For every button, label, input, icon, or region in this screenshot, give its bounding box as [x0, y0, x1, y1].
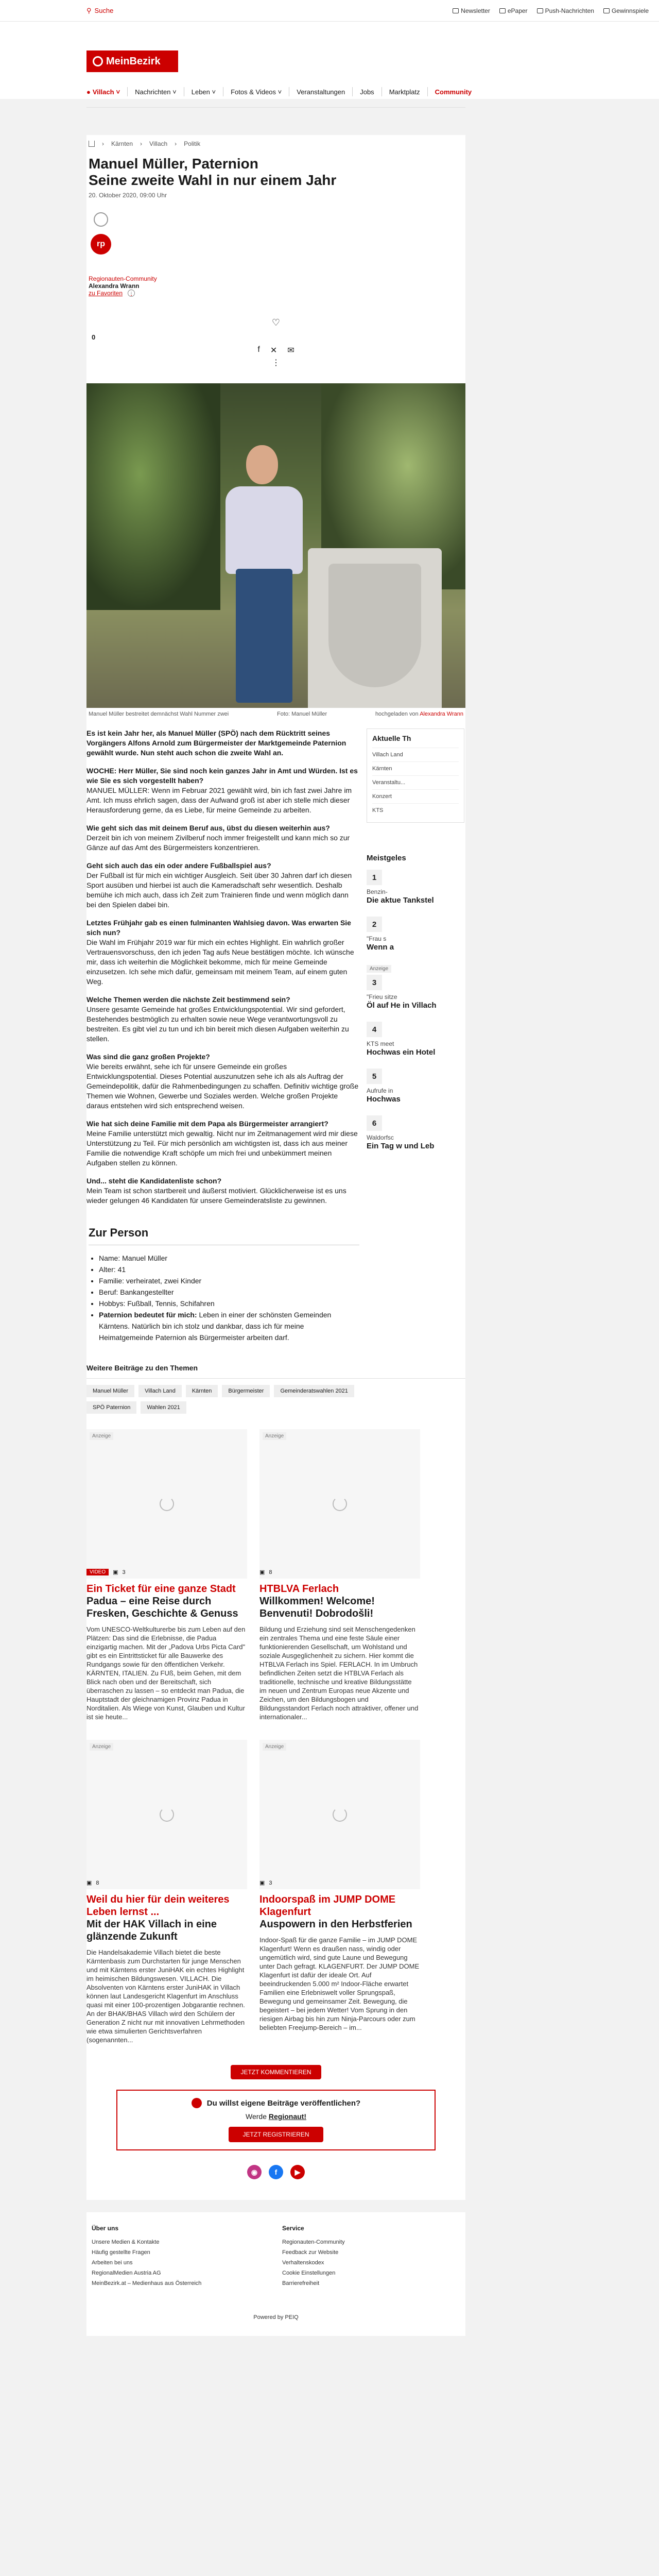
- nav-marktplatz[interactable]: Marktplatz: [389, 88, 420, 96]
- push-link[interactable]: Push-Nachrichten: [537, 7, 594, 14]
- related-themes: [86, 1364, 465, 2044]
- footer: [86, 2212, 465, 2336]
- gewinnspiele-link[interactable]: Gewinnspiele: [603, 7, 649, 14]
- topic-link[interactable]: KTS: [372, 803, 459, 817]
- person-item: • Name: Manuel Müller: [99, 1252, 359, 1264]
- card-teaser: Vom UNESCO-Weltkulturerbe bis zum Leben auf den Plätzen: Das sind die Erlebnisse, die Padua einzigartig machen. Mit der „Padova Urbs Picta Card" gibt es ein Eintrittsticket für alle Bauwerke des Rundgangs sowie für den öffentlichen Verkehr. KÄRNTEN, ITALIEN. Zu FUß, beim Gehen, mit dem Blick nach oben und der Bereitschaft, sich überraschen zu lassen – so entdeckt man Padua, die Hauptstadt der gleichnamigen Provinz Padua in Norditalien. Als Wiege von Kunst, Glauben und Kultur ist sie heute...: [86, 1625, 246, 1721]
- x-share-icon[interactable]: ✕: [270, 346, 278, 355]
- nav-divider: [427, 87, 428, 96]
- breadcrumb-sep: ›: [140, 140, 143, 147]
- most-read-item[interactable]: 5 Aufrufe in Hochwas: [367, 1069, 464, 1104]
- most-read-box: [367, 854, 464, 1151]
- register-cta: [116, 2090, 436, 2150]
- title-line-1: Manuel Müller, Paternion: [89, 156, 258, 172]
- card-title: Padua – eine Reise durch Fresken, Geschichte & Genuss: [86, 1596, 238, 1619]
- topic-link[interactable]: Villach Land: [372, 748, 459, 761]
- ad-label: Anzeige: [367, 965, 391, 973]
- most-read-item[interactable]: 6 Waldorfsc Ein Tag w und Leb: [367, 1115, 464, 1151]
- home-icon[interactable]: [89, 141, 95, 147]
- sponsored-card[interactable]: [86, 1740, 247, 2044]
- author-block: [86, 212, 465, 297]
- footer-link[interactable]: MeinBezirk.at – Medienhaus aus Österreich: [92, 2280, 202, 2286]
- sponsored-card[interactable]: [86, 1429, 247, 1721]
- like-button[interactable]: [86, 297, 465, 333]
- footer-link[interactable]: Unsere Medien & Kontakte: [92, 2239, 160, 2245]
- profile-ring-icon: [94, 212, 108, 227]
- breadcrumb-sep: ›: [102, 140, 104, 147]
- person-item: • Alter: 41: [99, 1264, 359, 1275]
- card-image: [86, 1429, 247, 1579]
- sponsored-card[interactable]: [259, 1429, 420, 1721]
- breadcrumb: [86, 140, 465, 156]
- card-kicker: Ein Ticket für eine ganze Stadt: [86, 1583, 236, 1595]
- nav-jobs[interactable]: Jobs: [360, 88, 374, 96]
- ad-label: Anzeige: [263, 1743, 286, 1751]
- tag-chip[interactable]: Wahlen 2021: [141, 1401, 186, 1414]
- card-meta: ▣ 3: [259, 1879, 272, 1886]
- photo-credit: Foto: Manuel Müller: [276, 711, 327, 717]
- qa-block: Letztes Frühjahr gab es einen fulminanten Wahlsieg davon. Was erwarten Sie sich nun? Die Wahl im Frühjahr 2019 war für mich ein echtes Highlight. Ein wahrlich großer Vertrauensvorschuss, den ich jeden Tag aufs Neue bestätigen möchte. Ich wünsche mir, dass ich weiterhin die Möglichkeit bekomme, mich für meine Gemeinde einzusetzen. Ich sehe mich dafür, gemeinsam mit meinem Team, auf einem guten Weg.: [86, 919, 354, 986]
- article-body-columns: [86, 728, 465, 1343]
- sidebar: [367, 728, 464, 1343]
- instagram-icon[interactable]: ◉: [247, 2165, 262, 2179]
- person-item: • Familie: verheiratet, zwei Kinder: [99, 1275, 359, 1286]
- article-text: [86, 728, 359, 1343]
- photo-foliage-left: [86, 383, 220, 610]
- top-bar: [0, 0, 659, 22]
- nav-underline: [86, 107, 465, 108]
- share-row: [86, 341, 465, 355]
- footer-link[interactable]: Verhaltenskodex: [282, 2260, 324, 2266]
- loading-spinner-icon: [160, 1497, 174, 1511]
- card-teaser: Indoor-Spaß für die ganze Familie – im JUMP DOME Klagenfurt! Wenn es draußen nass, windig oder ungemütlich wird, sind gute Laune und Bewegung unter Dach gefragt. KLAGENFURT. Der JUMP DOME Klagenfurt ist dafür der ideale Ort. Auf beeindruckenden 5.000 m² Indoor-Fläche erwartet Familien eine Erlebniswelt voller Sprungspaß, Bewegung und gemeinsamer Zeit. Bewegung, die begeistert – bei jedem Wetter! Vom Sprung in den riesigen Airbag bis hin zum Ninja-Parcours oder zum beliebten Freejump-Bereich – im...: [259, 1936, 420, 2031]
- qa-block: Was sind die ganz großen Projekte? Wie bereits erwähnt, sehe ich für unsere Gemeinde ein großes Entwicklungspotential. Dieses Potential auszunutzen sehe ich als als Auftrag der Gemeindepolitik, dafür die Rahmenbedingungen zu schaffen. Definitiv wichtige große Themen wie Wohnen, Gewerbe und Soziales werden. Welche großen Projekte daraus entstehen wird sich entsprechend weisen.: [86, 1053, 359, 1110]
- info-icon[interactable]: i: [128, 290, 135, 297]
- camera-icon: ▣: [113, 1569, 118, 1575]
- most-read-title: Meistgeles: [367, 854, 406, 862]
- gift-icon: [603, 8, 610, 13]
- facebook-share-icon[interactable]: f: [257, 345, 260, 354]
- card-title: Auspowern in den Herbstferien: [259, 1919, 412, 1930]
- breadcrumb-sep: ›: [175, 140, 177, 147]
- site-logo[interactable]: MeinBezirk: [86, 50, 178, 72]
- photo-uploader-row: hochgeladen von Alexandra Wrann: [375, 711, 463, 717]
- footer-link[interactable]: Cookie Einstellungen: [282, 2270, 336, 2276]
- most-read-item[interactable]: 4 KTS meet Hochwas ein Hotel: [367, 1022, 464, 1057]
- qa-block: Geht sich auch das ein oder andere Fußballspiel aus? Der Fußball ist für mich ein wichtiger Ausgleich. Seit über 30 Jahren darf ich diesen Sport ausüben und hierbei ist auch die Kameradschaft sehr wesentlich. Deshalb bemühe ich mich auch, dass ich Zeit zum Trainieren finde und wenn möglich dann bei den Spielen dabei bin.: [86, 861, 352, 909]
- footer-columns: [92, 2225, 460, 2289]
- regionaut-link[interactable]: Regionaut!: [268, 2112, 306, 2121]
- title-line-2: Seine zweite Wahl in nur einem Jahr: [89, 172, 337, 188]
- breadcrumb-politik[interactable]: Politik: [184, 140, 201, 147]
- person-heading: Zur Person: [89, 1226, 359, 1245]
- cta-heading-row: [125, 2098, 427, 2108]
- card-teaser: Die Handelsakademie Villach bietet die beste Kärntenbasis zum Durchstarten für junge Menschen und mit Kärntens erster JuniHAK ein echtes Highlight im heimischen Bildungswesen. VILLACH. Die Absolventen von Kärntens erster JuniHAK in Villach können laut Landesgericht Klagenfurt im Anschluss quasi mit einer 100-prozentigen Jobgarantie rechnen. An der BHAK/BHAS Villach wird den Schülern der Generation Z nicht nur mit innovativen Lehrmethoden wie etwa simulierten Gerichtsverfahren (sogenannten...: [86, 1948, 245, 2044]
- qa-block: Und... steht die Kandidatenliste schon? Mein Team ist schon startbereit und äußerst motiviert. Glücklicherweise ist es uns wieder gelungen 46 Kandidaten für unsere Gemeinderatsliste zu gewinnen.: [86, 1177, 346, 1205]
- most-read-item[interactable]: 2 "Frau s Wenn a: [367, 917, 464, 952]
- nav-divider: [352, 87, 353, 96]
- sponsored-card[interactable]: [259, 1740, 420, 2044]
- card-image: [259, 1740, 420, 1889]
- topic-link[interactable]: Kärnten: [372, 761, 459, 775]
- footer-link[interactable]: Arbeiten bei uns: [92, 2260, 133, 2266]
- card-meta: ▣ 8: [259, 1569, 272, 1575]
- footer-link[interactable]: Feedback zur Website: [282, 2249, 339, 2256]
- footer-link[interactable]: Regionauten-Community: [282, 2239, 345, 2245]
- tag-chip[interactable]: SPÖ Paternion: [86, 1401, 136, 1414]
- camera-icon: ▣: [86, 1880, 92, 1886]
- nav-divider: [381, 87, 382, 96]
- card-title: Willkommen! Welcome! Benvenuti! Dobrodošli!: [259, 1596, 375, 1619]
- current-topics-box: [367, 728, 464, 823]
- loading-spinner-icon: [333, 1497, 347, 1511]
- nav-leben[interactable]: Leben ˅: [191, 88, 216, 96]
- person-box: [86, 1226, 359, 1343]
- card-title: Mit der HAK Villach in eine glänzende Zukunft: [86, 1919, 217, 1942]
- tag-list: [86, 1385, 354, 1414]
- person-list: [89, 1252, 359, 1343]
- footer-link[interactable]: RegionalMedien Austria AG: [92, 2270, 161, 2276]
- qa-block: WOCHE: Herr Müller, Sie sind noch kein ganzes Jahr in Amt und Würden. Ist es wie Sie es sich vorgestellt haben? MANUEL MÜLLER: Wenn im Februar 2021 gewählt wird, bin ich fast zwei Jahre im Amt. Ich muss ehrlich sagen, dass der Aufwand groß ist aber ich stelle mich dieser Herausforderung gerne, da es Liebe, für meine Gemeinde zu arbeiten.: [86, 767, 358, 814]
- epaper-link[interactable]: ePaper: [499, 7, 528, 14]
- breadcrumb-kaernten[interactable]: Kärnten: [111, 140, 133, 147]
- heart-icon: ♡: [271, 317, 281, 328]
- bell-icon: [537, 8, 543, 13]
- nav-nachrichten[interactable]: Nachrichten ˅: [135, 88, 177, 96]
- most-read-item[interactable]: 3 "Frieu sitze Öl auf He in Villach: [367, 975, 464, 1010]
- photo-uploader[interactable]: Alexandra Wrann: [420, 711, 463, 717]
- author-name[interactable]: Alexandra Wrann: [89, 282, 140, 290]
- topic-link[interactable]: Konzert: [372, 789, 459, 803]
- footer-heading: Service: [282, 2225, 304, 2232]
- card-image: [259, 1429, 420, 1579]
- person-item: • Paternion bedeutet für mich: Leben in einer der schönsten Gemeinden Kärntens. Natürlich bin ich stolz und dankbar, dass ich für meine Heimatgemeinde Paternion als Bürgermeister arbeiten darf.: [99, 1309, 359, 1343]
- footer-heading: Über uns: [92, 2225, 119, 2232]
- like-count: 0: [92, 333, 96, 341]
- qa-block: Wie geht sich das mit deinem Beruf aus, übst du diesen weiterhin aus? Derzeit bin ich von meinem Zivilberuf noch immer freigestellt und kann mich so zur Gänze auf das Amt des Bürgermeisters konzentrieren.: [86, 824, 350, 852]
- card-kicker: HTBLVA Ferlach: [259, 1583, 339, 1595]
- community-label: Regionauten-Community: [89, 275, 157, 282]
- location-selector[interactable]: ● Villach ˅: [86, 88, 120, 96]
- main-nav: [86, 81, 472, 102]
- favorite-link[interactable]: zu Favoriten: [89, 290, 123, 297]
- tag-chip[interactable]: Villach Land: [138, 1385, 182, 1397]
- mail-icon: [453, 8, 459, 13]
- search-icon: ⚲: [86, 6, 92, 14]
- author-avatar[interactable]: rp: [91, 234, 111, 255]
- qa-block: Welche Themen werden die nächste Zeit bestimmend sein? Unsere gesamte Gemeinde hat großes Entwicklungspotential. Wir sind gefordert, Bestehendes bestmöglich zu erhalten sowie neue Wege verantwortungsvoll zu bestreiten. Es gibt viel zu tun und ich bin bereit mich diesen Aufgaben weiterhin zu stellen.: [86, 995, 349, 1043]
- footer-service: [282, 2225, 411, 2289]
- article: [86, 135, 465, 2200]
- publish-date: 20. Oktober 2020, 09:00 Uhr: [89, 192, 167, 199]
- article-photo[interactable]: [86, 383, 465, 708]
- newsletter-link[interactable]: Newsletter: [453, 7, 490, 14]
- page-title: [86, 156, 465, 189]
- social-links: [86, 2150, 465, 2195]
- photo-caption: Manuel Müller bestreitet demnächst Wahl Nummer zwei: [89, 711, 229, 717]
- nav-community[interactable]: Community: [435, 88, 472, 96]
- loading-spinner-icon: [333, 1807, 347, 1822]
- nav-fotos-videos[interactable]: Fotos & Videos ˅: [231, 88, 282, 96]
- cta-subline: Werde Regionaut!: [246, 2112, 306, 2121]
- nav-divider: [127, 87, 128, 96]
- footer-link[interactable]: Barrierefreiheit: [282, 2280, 320, 2286]
- register-button[interactable]: JETZT REGISTRIEREN: [229, 2127, 323, 2142]
- chevron-down-icon: ˅: [116, 88, 120, 96]
- card-kicker: Weil du hier für dein weiteres Leben lernst ...: [86, 1894, 230, 1918]
- tag-chip[interactable]: Gemeinderatswahlen 2021: [274, 1385, 354, 1397]
- tag-chip[interactable]: Manuel Müller: [86, 1385, 134, 1397]
- facebook-icon[interactable]: f: [269, 2165, 283, 2179]
- footer-about: [92, 2225, 220, 2289]
- loading-spinner-icon: [160, 1807, 174, 1822]
- footer-link[interactable]: Häufig gestellte Fragen: [92, 2249, 150, 2256]
- qa-block: Wie hat sich deine Familie mit dem Papa als Bürgermeister arrangiert? Meine Familie unterstützt mich gewaltig. Nicht nur im Zeitmanagement wird mir diese Unterstützung zu Teil. Für mich persönlich am wichtigsten ist, dass ich aus meiner Familie die notwendige Kraft schöpfe um mich frei und unbekümmert meinen Aufgaben stellen zu können.: [86, 1120, 358, 1167]
- card-meta: VIDEO ▣ 3: [86, 1569, 126, 1575]
- photo-person: [226, 445, 303, 703]
- tag-chip[interactable]: Bürgermeister: [222, 1385, 270, 1397]
- card-image: [86, 1740, 247, 1889]
- regionaut-icon: [192, 2098, 202, 2108]
- nav-veranstaltungen[interactable]: Veranstaltungen: [297, 88, 345, 96]
- cta-heading: Du willst eigene Beiträge veröffentlichen?: [206, 2098, 361, 2108]
- youtube-icon[interactable]: ▶: [290, 2165, 305, 2179]
- card-kicker: Indoorspaß im JUMP DOME Klagenfurt: [259, 1894, 396, 1918]
- logo-mark-icon: [93, 56, 103, 66]
- sponsored-cards: [86, 1429, 465, 2044]
- current-topics-title: Aktuelle Th: [372, 734, 411, 742]
- tag-chip[interactable]: Kärnten: [186, 1385, 218, 1397]
- ad-label: Anzeige: [90, 1432, 113, 1440]
- card-teaser: Bildung und Erziehung sind seit Menschengedenken ein zentrales Thema und eine feste Säule einer funktionierenden Gesellschaft, um Wohlstand und soziale Ausgeglichenheit zu sichern. Hier kommt die HTBLVA Ferlach ins Spiel. FERLACH. In im Umbruch befindlichen Zeiten setzt die HTBLVA Ferlach als traditionelle, technische und kreative Bildungsstätte im neuen und Zentrum Europas neue Akzente und Zeichen, um den Bildungsbogen und Bildungsstandort Ferlach noch attraktiver, offener und internationaler...: [259, 1625, 419, 1721]
- breadcrumb-villach[interactable]: Villach: [149, 140, 168, 147]
- top-links: [453, 7, 654, 14]
- photo-coat-of-arms: [328, 564, 421, 687]
- comment-button[interactable]: JETZT KOMMENTIEREN: [231, 2065, 321, 2079]
- person-item: • Beruf: Bankangestellter: [99, 1286, 359, 1298]
- search-link[interactable]: [86, 7, 113, 15]
- topic-link[interactable]: Veranstaltu...: [372, 775, 459, 789]
- ad-label: Anzeige: [90, 1743, 113, 1751]
- camera-icon: ▣: [259, 1569, 265, 1575]
- video-badge: VIDEO: [86, 1569, 109, 1575]
- email-share-icon[interactable]: ✉: [287, 346, 294, 355]
- follow-row: [89, 290, 463, 297]
- powered-by[interactable]: Powered by PEIQ: [253, 2314, 299, 2320]
- newspaper-icon: [499, 8, 506, 13]
- pin-icon: ●: [86, 88, 91, 96]
- article-lead: Es ist kein Jahr her, als Manuel Müller (SPÖ) nach dem Rücktritt seines Vorgängers Alfons Arnold zum Bürgermeister der Marktgemeinde Paternion gewählt wurde. Nun steht auch schon die zweite Wahl an.: [86, 729, 346, 757]
- themes-heading: Weitere Beiträge zu den Themen: [86, 1364, 465, 1379]
- person-item: • Hobbys: Fußball, Tennis, Schifahren: [99, 1298, 359, 1309]
- ad-label: Anzeige: [263, 1432, 286, 1440]
- photo-caption-row: [86, 708, 465, 720]
- more-options-icon[interactable]: ⋮: [272, 359, 280, 367]
- most-read-item[interactable]: 1 Benzin- Die aktue Tankstel: [367, 870, 464, 905]
- search-label: Suche: [94, 7, 114, 14]
- card-meta: ▣ 8: [86, 1879, 99, 1886]
- camera-icon: ▣: [259, 1880, 265, 1886]
